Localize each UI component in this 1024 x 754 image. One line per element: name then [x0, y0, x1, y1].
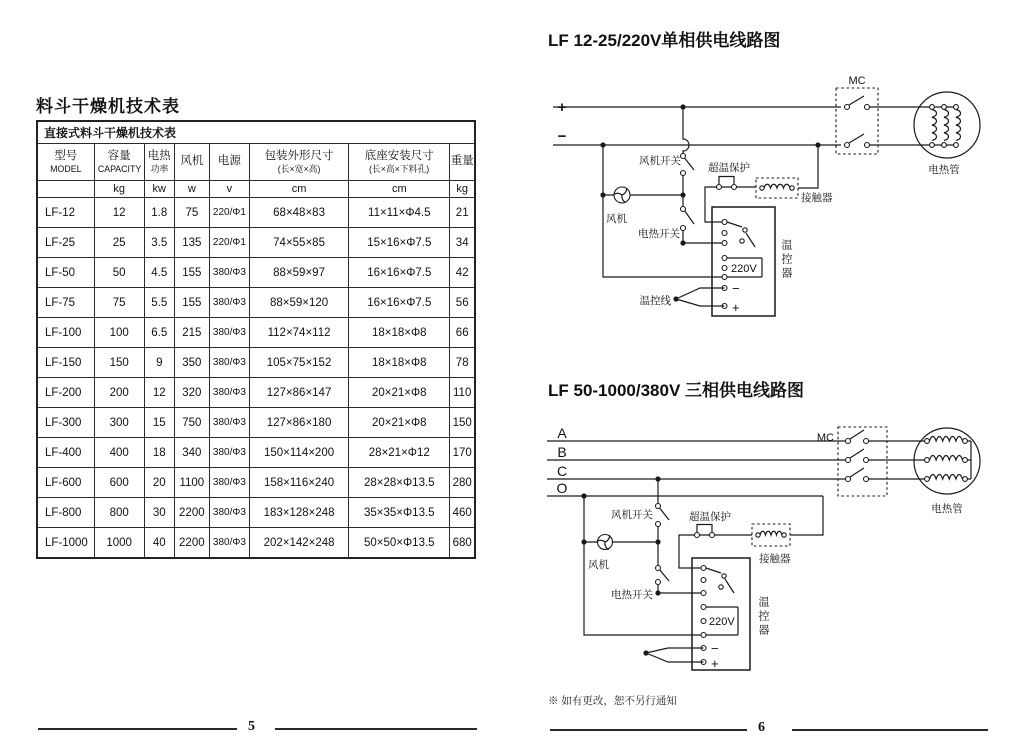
fan-label: 风机: [606, 213, 627, 225]
spec-subtitle: 直接式料斗干燥机技术表: [37, 121, 475, 144]
spec-cell: 66: [450, 318, 475, 348]
spec-cell: 300: [94, 408, 144, 438]
heater-label: 电热管: [931, 503, 963, 515]
terminal-plus: +: [732, 300, 740, 315]
spec-cell: 155: [174, 258, 209, 288]
mc-switch-blade: [850, 430, 864, 439]
thermostat-relay-blade: [725, 579, 734, 593]
spec-cell: 112×74×112: [249, 318, 348, 348]
overtemp-label: 超温保护: [708, 162, 750, 174]
mc-box: [836, 88, 878, 154]
spec-cell: 460: [450, 498, 475, 528]
footnote: ※ 如有更改，恕不另行通知: [548, 695, 677, 707]
spec-cell: 340: [174, 438, 209, 468]
spec-cell: 105×75×152: [249, 348, 348, 378]
spec-cell: 28×21×Φ12: [349, 438, 450, 468]
spec-cell: 380/Φ3: [209, 378, 249, 408]
spec-cell: 74×55×85: [249, 228, 348, 258]
spec-row: [37, 408, 475, 438]
spec-row: [37, 528, 475, 559]
spec-row: [37, 228, 475, 258]
spec-cell: 680: [450, 528, 475, 559]
spec-cell: 30: [144, 498, 174, 528]
spec-table-body: [37, 198, 475, 559]
contactor-coil: [760, 531, 782, 535]
spec-unit-cell: cm: [349, 181, 450, 198]
spec-cell: 800: [94, 498, 144, 528]
fan-icon: [614, 187, 630, 203]
fan-label: 风机: [588, 559, 609, 571]
spec-header-cell: 包装外形尺寸 (长×宽×高): [249, 144, 348, 181]
heater-icon: [914, 92, 980, 158]
spec-cell: 380/Φ3: [209, 468, 249, 498]
spec-header-cell: 电源: [209, 144, 249, 181]
spec-cell: 350: [174, 348, 209, 378]
spec-cell: 200: [94, 378, 144, 408]
spec-row: [37, 198, 475, 228]
terminal-plus: +: [711, 656, 719, 671]
spec-cell: LF-1000: [37, 528, 94, 559]
spec-cell: 21: [450, 198, 475, 228]
spec-cell: 600: [94, 468, 144, 498]
spec-cell: 100: [94, 318, 144, 348]
thermostat-label: 温控器: [757, 596, 769, 638]
spec-row: [37, 348, 475, 378]
spec-cell: LF-50: [37, 258, 94, 288]
spec-cell: 150: [450, 408, 475, 438]
spec-cell: 380/Φ3: [209, 438, 249, 468]
spec-cell: 75: [94, 288, 144, 318]
spec-unit-cell: kg: [94, 181, 144, 198]
spec-header-row: [37, 144, 475, 181]
spec-row: [37, 498, 475, 528]
spec-cell: 88×59×120: [249, 288, 348, 318]
spec-cell: 18×18×Φ8: [349, 348, 450, 378]
spec-header-cell: 型号 MODEL: [37, 144, 94, 181]
spec-cell: 35×35×Φ13.5: [349, 498, 450, 528]
spec-unit-cell: [37, 181, 94, 198]
spec-cell: 110: [450, 378, 475, 408]
thermostat-label: 温控器: [780, 239, 792, 281]
spec-cell: LF-300: [37, 408, 94, 438]
spec-cell: 20×21×Φ8: [349, 408, 450, 438]
spec-cell: 25: [94, 228, 144, 258]
spec-cell: 40: [144, 528, 174, 559]
spec-unit-cell: kg: [450, 181, 475, 198]
heater-icon: [914, 428, 980, 494]
spec-cell: 20: [144, 468, 174, 498]
spec-cell: 50: [94, 258, 144, 288]
spec-cell: 202×142×248: [249, 528, 348, 559]
spec-unit-cell: w: [174, 181, 209, 198]
heat-switch-blade: [685, 211, 694, 224]
spec-cell: 400: [94, 438, 144, 468]
spec-cell: 15×16×Φ7.5: [349, 228, 450, 258]
heat-switch-blade: [660, 570, 669, 581]
spec-cell: 380/Φ3: [209, 318, 249, 348]
mc-switch-blade: [849, 134, 864, 143]
spec-cell: 1.8: [144, 198, 174, 228]
spec-row: [37, 258, 475, 288]
spec-cell: 380/Φ3: [209, 348, 249, 378]
spec-cell: 34: [450, 228, 475, 258]
mc-switch-blade: [849, 96, 864, 105]
spec-cell: 280: [450, 468, 475, 498]
spec-cell: 380/Φ3: [209, 498, 249, 528]
plus-label: +: [557, 99, 567, 116]
spec-cell: LF-12: [37, 198, 94, 228]
diagram1-circuit: [545, 60, 1005, 340]
spec-unit-cell: kw: [144, 181, 174, 198]
heat-switch-label: 电热开关: [638, 228, 680, 240]
spec-cell: 9: [144, 348, 174, 378]
spec-row: [37, 318, 475, 348]
footer-rule: [792, 729, 988, 731]
spec-table: [36, 120, 476, 559]
spec-cell: LF-75: [37, 288, 94, 318]
spec-cell: 15: [144, 408, 174, 438]
overtemp-label: 超温保护: [689, 511, 731, 523]
spec-unit-cell: cm: [249, 181, 348, 198]
mc-label: MC: [816, 432, 834, 444]
page-number-right: 6: [758, 720, 765, 735]
spec-cell: 42: [450, 258, 475, 288]
spec-header-cell: 容量 CAPACITY: [94, 144, 144, 181]
thermostat-box: [712, 207, 775, 316]
spec-cell: 380/Φ3: [209, 258, 249, 288]
spec-cell: 88×59×97: [249, 258, 348, 288]
spec-subtitle-row: [37, 121, 475, 144]
contactor-label: 接触器: [801, 192, 833, 204]
spec-cell: 2200: [174, 498, 209, 528]
spec-header-cell: 重量: [450, 144, 475, 181]
spec-cell: LF-800: [37, 498, 94, 528]
heater-label: 电热管: [928, 164, 960, 176]
spec-units-row: [37, 181, 475, 198]
footer-rule: [550, 729, 747, 731]
spec-cell: 5.5: [144, 288, 174, 318]
terminal-minus: −: [732, 281, 740, 296]
spec-cell: 6.5: [144, 318, 174, 348]
voltage-label: 220V: [731, 263, 757, 275]
spec-cell: LF-150: [37, 348, 94, 378]
diagram2-title: LF 50-1000/380V 三相供电线路图: [548, 381, 805, 400]
spec-cell: 68×48×83: [249, 198, 348, 228]
spec-cell: LF-400: [37, 438, 94, 468]
fan-switch-label: 风机开关: [611, 509, 653, 521]
spec-cell: 135: [174, 228, 209, 258]
fan-switch-blade: [685, 158, 694, 170]
table-title: 料斗干燥机技术表: [36, 97, 180, 116]
spec-cell: 155: [174, 288, 209, 318]
spec-cell: 1000: [94, 528, 144, 559]
spec-row: [37, 288, 475, 318]
spec-cell: 220/Φ1: [209, 228, 249, 258]
diagram2-circuit: [545, 405, 1005, 695]
thermostat-box: [692, 558, 750, 670]
spec-header-cell: 电热 功率: [144, 144, 174, 181]
diagram1-title: LF 12-25/220V单相供电线路图: [548, 31, 781, 50]
spec-unit-cell: v: [209, 181, 249, 198]
phase-a-label: A: [557, 425, 567, 441]
mc-label: MC: [848, 75, 866, 87]
spec-cell: 127×86×180: [249, 408, 348, 438]
spec-cell: 380/Φ3: [209, 528, 249, 559]
spec-cell: 320: [174, 378, 209, 408]
spec-row: [37, 438, 475, 468]
page-number-left: 5: [248, 719, 255, 734]
sensor-wire-label: 温控线: [639, 295, 671, 307]
spec-header-cell: 底座安装尺寸 (长×高×下料孔): [349, 144, 450, 181]
spec-cell: 158×116×240: [249, 468, 348, 498]
spec-cell: 150: [94, 348, 144, 378]
heat-switch-label: 电热开关: [611, 589, 653, 601]
fan-icon: [597, 535, 613, 550]
overtemp-icon: [697, 525, 712, 533]
spec-cell: 3.5: [144, 228, 174, 258]
fan-switch-blade: [660, 508, 669, 520]
contactor-label: 接触器: [759, 553, 791, 565]
terminal-minus: −: [711, 641, 719, 656]
spec-header-cell: 风机: [174, 144, 209, 181]
spec-cell: 18: [144, 438, 174, 468]
spec-cell: LF-600: [37, 468, 94, 498]
spec-cell: 127×86×147: [249, 378, 348, 408]
spec-cell: 11×11×Φ4.5: [349, 198, 450, 228]
spec-cell: 16×16×Φ7.5: [349, 258, 450, 288]
spec-cell: 75: [174, 198, 209, 228]
mc-switch-blade: [850, 449, 864, 458]
spec-cell: 150×114×200: [249, 438, 348, 468]
spec-cell: 2200: [174, 528, 209, 559]
spec-cell: 183×128×248: [249, 498, 348, 528]
spec-cell: 50×50×Φ13.5: [349, 528, 450, 559]
footer-rule: [275, 728, 477, 730]
spec-cell: 220/Φ1: [209, 198, 249, 228]
overtemp-icon: [719, 177, 734, 185]
fan-switch-label: 风机开关: [639, 155, 681, 167]
spec-cell: 12: [144, 378, 174, 408]
spec-cell: 1100: [174, 468, 209, 498]
spec-cell: 28×28×Φ13.5: [349, 468, 450, 498]
spec-cell: 380/Φ3: [209, 288, 249, 318]
spec-cell: 18×18×Φ8: [349, 318, 450, 348]
spec-cell: 750: [174, 408, 209, 438]
spec-cell: 56: [450, 288, 475, 318]
spec-row: [37, 468, 475, 498]
spec-cell: 4.5: [144, 258, 174, 288]
spec-cell: 78: [450, 348, 475, 378]
mc-switch-blade: [850, 468, 864, 477]
spec-cell: 20×21×Φ8: [349, 378, 450, 408]
footer-rule: [38, 728, 237, 730]
spec-cell: 215: [174, 318, 209, 348]
neutral-label: O: [556, 480, 568, 496]
voltage-label: 220V: [709, 616, 735, 628]
spec-cell: LF-200: [37, 378, 94, 408]
spec-cell: 16×16×Φ7.5: [349, 288, 450, 318]
spec-cell: LF-100: [37, 318, 94, 348]
spec-cell: 12: [94, 198, 144, 228]
spec-cell: LF-25: [37, 228, 94, 258]
thermostat-relay-blade: [746, 233, 755, 247]
spec-row: [37, 378, 475, 408]
minus-label: −: [557, 128, 567, 145]
contactor-coil: [764, 184, 790, 188]
phase-b-label: B: [557, 444, 567, 460]
spec-cell: 380/Φ3: [209, 408, 249, 438]
spec-cell: 170: [450, 438, 475, 468]
phase-c-label: C: [556, 463, 568, 479]
